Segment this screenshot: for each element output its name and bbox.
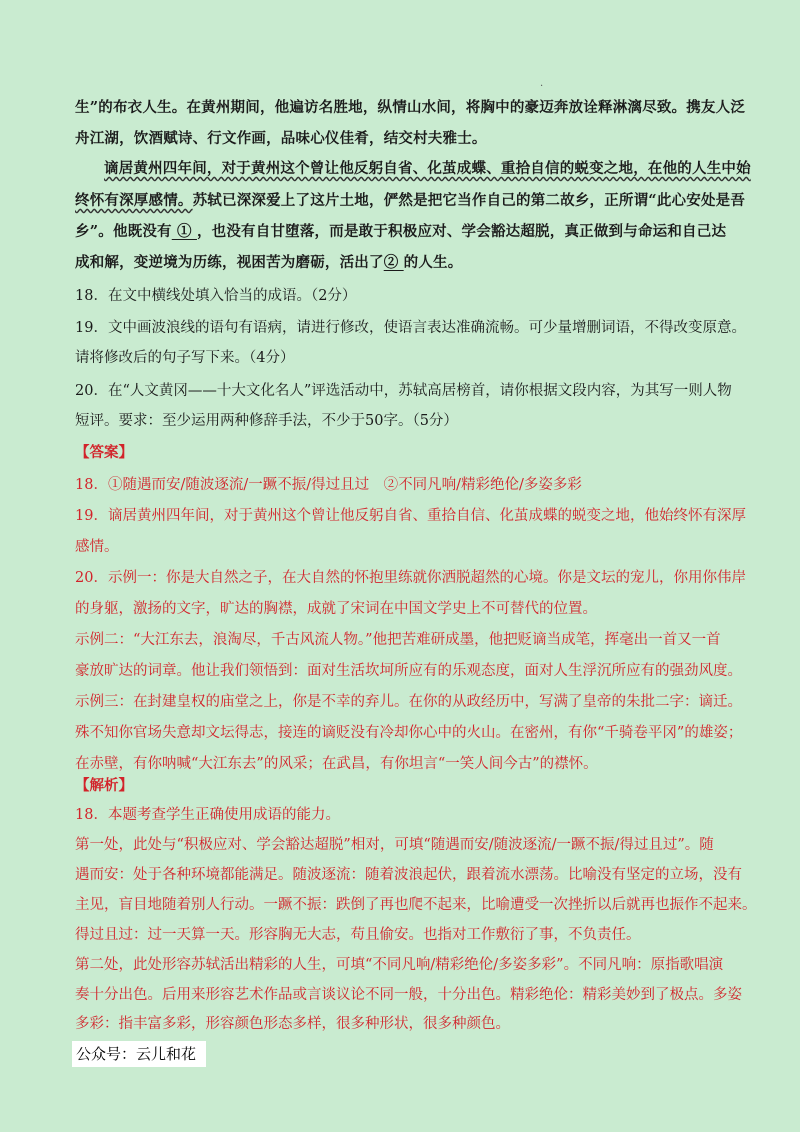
question-18: 18．在文中横线处填入恰当的成语。（2分）	[75, 288, 357, 304]
analysis-line: 第一处，此处与“积极应对、学会豁达超脱”相对，可填“随遇而安/随波逐流/一蹶不振/得过且过”。随	[75, 837, 714, 853]
passage-line	[75, 191, 746, 211]
passage-text: ，也没有自甘堕落，而是敢于积极应对、学会豁达超脱，真正做到与命运和自己达	[196, 223, 727, 240]
answer-20: 的身躯，激扬的文字，旷达的胸襟，成就了宋词在中国文学史上不可替代的位置。	[75, 601, 597, 617]
passage-text: 苏轼已深深爱上了这片土地，俨然是把它当作自己的第二故乡，正所谓“此心安处是吾	[192, 192, 746, 209]
wavy-sentence: 终怀有深厚感情。	[75, 192, 193, 209]
answer-heading: 【答案】	[75, 444, 133, 461]
wavy-sentence: 谪居黄州四年间，对于黄州这个曾让他反躬自省、化茧成蝶、重拾自信的蜕变之地，在他的人生中始	[104, 160, 751, 177]
question-19: 请将修改后的句子写下来。（4分）	[75, 350, 295, 366]
answer-20: 示例二：“大江东去，浪淘尽，千古风流人物。”他把苦难研成墨，他把贬谪当成笔，挥毫出一首又一首	[75, 632, 721, 648]
passage-text: 成和解，变逆境为历练，视困苦为磨砺，活出了	[75, 254, 384, 271]
passage-wavy-line	[104, 159, 764, 179]
blank-1: ①	[171, 223, 197, 240]
analysis-line: 得过且过：过一天算一天。形容胸无大志，苟且偷安。也指对工作敷衍了事，不负责任。	[75, 927, 641, 943]
answer-20: 豪放旷达的词章。他让我们领悟到：面对生活坎坷所应有的乐观态度，面对人生浮沉所应有的强劲风度。	[75, 663, 742, 679]
analysis-heading: 【解析】	[75, 777, 133, 794]
answer-18: 18．①随遇而安/随波逐流/一蹶不振/得过且过 ②不同凡响/精彩绝伦/多姿多彩	[75, 477, 582, 493]
answer-20: 示例三：在封建皇权的庙堂之上，你是不幸的弃儿。在你的从政经历中，写满了皇帝的朱批二字：谪迁。	[75, 694, 742, 710]
analysis-18: 18．本题考查学生正确使用成语的能力。	[75, 807, 340, 823]
passage-line: 舟江湖，饮酒赋诗、行文作画，品味心仪佳肴，结交村夫雅士。	[75, 130, 487, 147]
passage-line: 生”的布衣人生。在黄州期间，他遍访名胜地，纵情山水间，将胸中的豪迈奔放诠释淋漓尽致。携友人泛	[75, 99, 746, 116]
analysis-line: 第二处，此处形容苏轼活出精彩的人生，可填“不同凡响/精彩绝伦/多姿多彩”。不同凡响：原指歌唱演	[75, 957, 724, 973]
answer-19: 感情。	[75, 539, 119, 555]
analysis-line: 主见，盲目地随着别人行动。一蹶不振：跌倒了再也爬不起来，比喻遭受一次挫折以后就再也振作不起来。	[75, 897, 757, 913]
answer-20: 在赤壁，有你呐喊“大江东去”的风采；在武昌，有你坦言“一笑人间今古”的襟怀。	[75, 756, 598, 772]
analysis-line: 奏十分出色。后用来形容艺术作品或言谈议论不同一般，十分出色。精彩绝伦：精彩美妙到了极点。多姿	[75, 987, 742, 1003]
passage-text: 乡”。他既没有	[75, 223, 172, 240]
stray-dot: .	[540, 78, 544, 89]
passage-text: 的人生。	[403, 254, 463, 271]
question-20: 短评。要求：至少运用两种修辞手法，不少于50字。（5分）	[75, 413, 458, 429]
analysis-line: 多彩：指丰富多彩，形容颜色形态多样，很多种形状，很多种颜色。	[75, 1016, 510, 1032]
answer-20: 20．示例一：你是大自然之子，在大自然的怀抱里练就你洒脱超然的心境。你是文坛的宠儿，你用你伟岸	[75, 570, 746, 586]
question-20: 20．在“人文黄冈——十大文化名人”评选活动中，苏轼高居榜首，请你根据文段内容，为其写一则人物	[75, 383, 732, 399]
passage-line	[75, 253, 735, 273]
answer-20: 殊不知你官场失意却文坛得志，接连的谪贬没有冷却你心中的火山。在密州，有你“千骑卷平冈”的雄姿；	[75, 725, 743, 741]
answer-19: 19．谪居黄州四年间，对于黄州这个曾让他反躬自省、重拾自信、化茧成蝶的蜕变之地，他始终怀有深厚	[75, 508, 746, 524]
analysis-line: 遇而安：处于各种环境都能满足。随波逐流：随着波浪起伏，跟着流水漂荡。比喻没有坚定的立场，没有	[75, 867, 742, 883]
passage-line	[75, 222, 735, 242]
footer-watermark: 公众号：云儿和花	[72, 1041, 206, 1067]
blank-2: ②	[383, 254, 404, 271]
question-19: 19．文中画波浪线的语句有语病，请进行修改，使语言表达准确流畅。可少量增删词语，不得改变原意。	[75, 320, 746, 336]
